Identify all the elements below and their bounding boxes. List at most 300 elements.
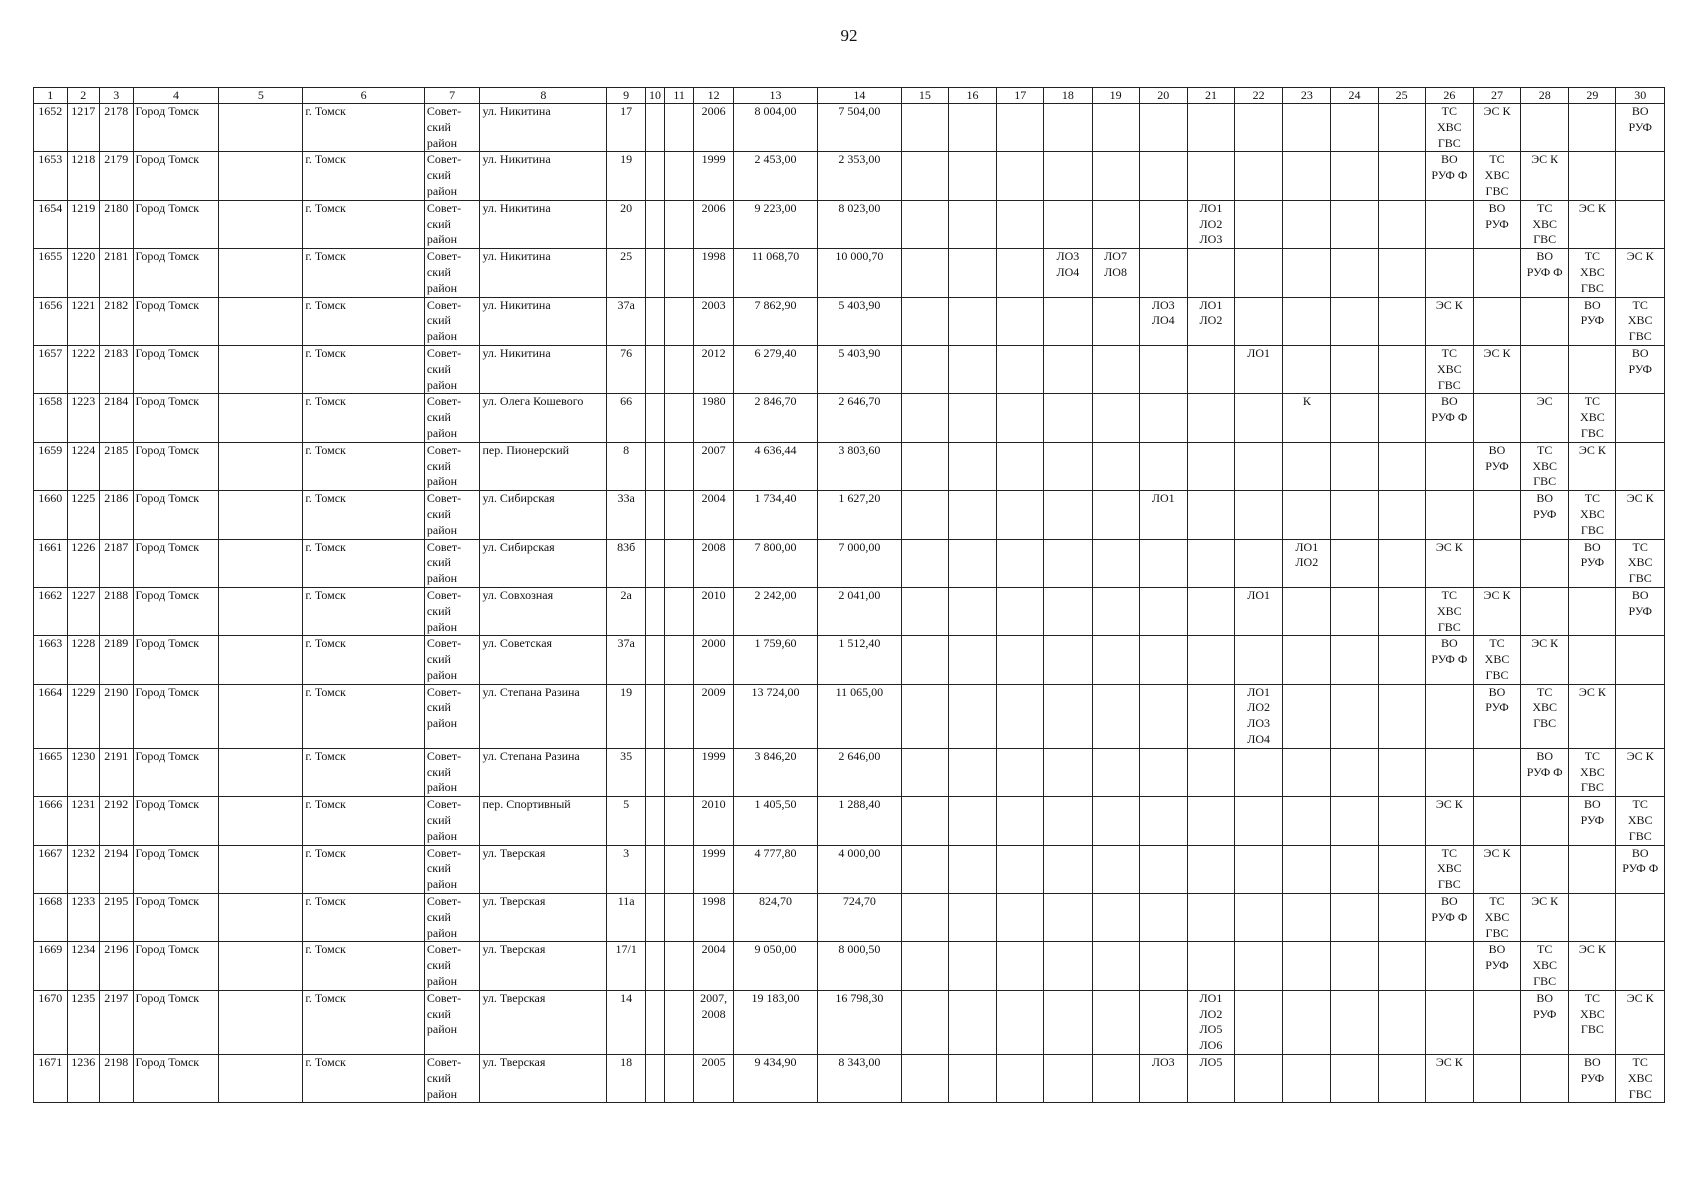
- column-header: 7: [424, 88, 480, 104]
- table-cell: 8: [607, 442, 646, 490]
- table-cell: 2006: [694, 104, 734, 152]
- table-cell: Город Томск: [133, 748, 219, 796]
- table-cell: ул. Совхозная: [480, 587, 607, 635]
- table-cell: [1378, 345, 1425, 393]
- table-cell: [1092, 345, 1139, 393]
- table-cell: пер. Спортивный: [480, 797, 607, 845]
- column-header: 19: [1092, 88, 1139, 104]
- table-cell: [1139, 539, 1187, 587]
- table-cell: [1283, 942, 1331, 990]
- table-cell: [997, 845, 1044, 893]
- table-cell: 35: [607, 748, 646, 796]
- table-cell: ЭС К: [1425, 797, 1473, 845]
- table-cell: [664, 152, 693, 200]
- table-cell: 2 846,70: [734, 394, 818, 442]
- table-cell: [1139, 748, 1187, 796]
- table-cell: ТС ХВС ГВС: [1569, 394, 1616, 442]
- table-cell: [1283, 845, 1331, 893]
- table-cell: [1139, 684, 1187, 748]
- column-header: 30: [1616, 88, 1665, 104]
- table-cell: ул. Никитина: [480, 249, 607, 297]
- table-cell: ЛО5: [1187, 1055, 1234, 1103]
- table-cell: [1187, 249, 1234, 297]
- table-cell: [1283, 297, 1331, 345]
- table-cell: [646, 152, 665, 200]
- table-cell: [1378, 104, 1425, 152]
- table-cell: [1235, 491, 1283, 539]
- table-row: [34, 152, 1665, 200]
- table-cell: [1283, 249, 1331, 297]
- table-cell: 2 646,70: [817, 394, 901, 442]
- table-cell: [219, 684, 303, 748]
- table-cell: [664, 394, 693, 442]
- table-cell: 2 646,00: [817, 748, 901, 796]
- table-cell: [1378, 1055, 1425, 1103]
- table-cell: ЛО1 ЛО2: [1187, 297, 1234, 345]
- table-cell: Совет- ский район: [424, 442, 480, 490]
- table-cell: 2а: [607, 587, 646, 635]
- table-cell: [1092, 684, 1139, 748]
- table-cell: г. Томск: [303, 152, 425, 200]
- table-cell: ул. Тверская: [480, 1055, 607, 1103]
- table-cell: г. Томск: [303, 200, 425, 248]
- table-cell: [1473, 491, 1520, 539]
- table-cell: [664, 345, 693, 393]
- table-cell: [997, 345, 1044, 393]
- table-cell: 2010: [694, 587, 734, 635]
- table-cell: [1331, 539, 1378, 587]
- table-cell: [997, 152, 1044, 200]
- table-cell: [1139, 345, 1187, 393]
- table-cell: ВО РУФ Ф: [1425, 636, 1473, 684]
- table-cell: 2009: [694, 684, 734, 748]
- table-cell: 1999: [694, 748, 734, 796]
- table-cell: [219, 345, 303, 393]
- table-cell: [1139, 990, 1187, 1054]
- table-cell: [1331, 152, 1378, 200]
- table-cell: ТС ХВС ГВС: [1569, 748, 1616, 796]
- table-cell: Совет- ский район: [424, 152, 480, 200]
- table-cell: [1139, 394, 1187, 442]
- table-cell: [1283, 104, 1331, 152]
- table-cell: [1616, 894, 1665, 942]
- column-header: 23: [1283, 88, 1331, 104]
- table-cell: ВО РУФ: [1616, 587, 1665, 635]
- table-cell: ул. Тверская: [480, 942, 607, 990]
- table-cell: ЭС К: [1473, 104, 1520, 152]
- table-cell: ЭС К: [1616, 491, 1665, 539]
- table-cell: [1331, 845, 1378, 893]
- table-cell: [646, 636, 665, 684]
- table-cell: г. Томск: [303, 297, 425, 345]
- table-cell: [664, 104, 693, 152]
- table-cell: ВО РУФ: [1616, 345, 1665, 393]
- table-cell: г. Томск: [303, 442, 425, 490]
- table-cell: [664, 200, 693, 248]
- table-cell: ЭС К: [1425, 297, 1473, 345]
- table-cell: [1139, 249, 1187, 297]
- table-cell: 11 068,70: [734, 249, 818, 297]
- table-cell: [1378, 249, 1425, 297]
- table-cell: [1378, 845, 1425, 893]
- table-cell: [1235, 152, 1283, 200]
- table-cell: [1331, 345, 1378, 393]
- column-header: 22: [1235, 88, 1283, 104]
- table-cell: 2194: [100, 845, 134, 893]
- table-cell: [901, 442, 948, 490]
- table-cell: ВО РУФ Ф: [1425, 894, 1473, 942]
- table-cell: 3 846,20: [734, 748, 818, 796]
- table-cell: 1235: [67, 990, 99, 1054]
- table-cell: [1235, 200, 1283, 248]
- table-cell: [1378, 394, 1425, 442]
- table-cell: [1092, 748, 1139, 796]
- table-cell: [1235, 442, 1283, 490]
- table-cell: 1668: [34, 894, 68, 942]
- table-cell: ТС ХВС ГВС: [1425, 345, 1473, 393]
- table-cell: [1044, 894, 1092, 942]
- table-cell: [901, 297, 948, 345]
- table-cell: [1331, 684, 1378, 748]
- table-cell: [1425, 990, 1473, 1054]
- table-cell: [1044, 845, 1092, 893]
- table-cell: [1092, 152, 1139, 200]
- table-cell: [219, 491, 303, 539]
- table-cell: [1283, 1055, 1331, 1103]
- table-cell: [1283, 442, 1331, 490]
- table-cell: Город Томск: [133, 539, 219, 587]
- table-cell: [1044, 797, 1092, 845]
- table-cell: 1667: [34, 845, 68, 893]
- table-cell: [219, 894, 303, 942]
- table-cell: ул. Сибирская: [480, 539, 607, 587]
- table-cell: Город Томск: [133, 442, 219, 490]
- table-cell: [1235, 104, 1283, 152]
- table-cell: [997, 684, 1044, 748]
- table-cell: Город Томск: [133, 249, 219, 297]
- table-cell: ул. Никитина: [480, 200, 607, 248]
- table-cell: ЭС К: [1616, 990, 1665, 1054]
- table-cell: 1998: [694, 249, 734, 297]
- table-cell: Совет- ский район: [424, 297, 480, 345]
- table-cell: ТС ХВС ГВС: [1569, 491, 1616, 539]
- table-cell: 2012: [694, 345, 734, 393]
- table-cell: ул. Олега Кошевого: [480, 394, 607, 442]
- table-cell: [997, 394, 1044, 442]
- table-cell: [1092, 797, 1139, 845]
- table-cell: ТС ХВС ГВС: [1425, 845, 1473, 893]
- table-cell: [1331, 636, 1378, 684]
- table-row: [34, 442, 1665, 490]
- table-cell: [901, 587, 948, 635]
- table-cell: [901, 539, 948, 587]
- table-cell: [664, 942, 693, 990]
- table-cell: 7 862,90: [734, 297, 818, 345]
- table-cell: 724,70: [817, 894, 901, 942]
- column-header: 25: [1378, 88, 1425, 104]
- table-cell: [1616, 394, 1665, 442]
- table-cell: 2189: [100, 636, 134, 684]
- table-cell: Город Томск: [133, 845, 219, 893]
- table-row: [34, 587, 1665, 635]
- table-cell: ТС ХВС ГВС: [1569, 249, 1616, 297]
- table-cell: 4 777,80: [734, 845, 818, 893]
- table-cell: [1187, 345, 1234, 393]
- column-header: 8: [480, 88, 607, 104]
- table-cell: [1378, 297, 1425, 345]
- table-cell: ЭС К: [1616, 249, 1665, 297]
- table-row: [34, 1055, 1665, 1103]
- table-cell: 8 000,50: [817, 942, 901, 990]
- table-cell: [1139, 442, 1187, 490]
- table-cell: [1378, 539, 1425, 587]
- table-cell: 1660: [34, 491, 68, 539]
- table-cell: 2 242,00: [734, 587, 818, 635]
- table-cell: 1219: [67, 200, 99, 248]
- table-cell: [1283, 684, 1331, 748]
- table-cell: г. Томск: [303, 345, 425, 393]
- table-cell: ЭС К: [1473, 345, 1520, 393]
- table-cell: ВО РУФ: [1473, 942, 1520, 990]
- table-cell: 1 512,40: [817, 636, 901, 684]
- table-cell: ТС ХВС ГВС: [1521, 442, 1569, 490]
- table-cell: 6 279,40: [734, 345, 818, 393]
- table-cell: 2195: [100, 894, 134, 942]
- table-cell: 2008: [694, 539, 734, 587]
- table-cell: [948, 845, 996, 893]
- table-cell: 1671: [34, 1055, 68, 1103]
- table-cell: Совет- ский район: [424, 104, 480, 152]
- table-cell: [646, 748, 665, 796]
- table-cell: [1521, 797, 1569, 845]
- table-cell: 1225: [67, 491, 99, 539]
- table-cell: [664, 1055, 693, 1103]
- table-cell: [219, 636, 303, 684]
- table-cell: 1230: [67, 748, 99, 796]
- table-cell: [1569, 345, 1616, 393]
- table-cell: [1569, 104, 1616, 152]
- table-cell: [646, 539, 665, 587]
- table-cell: ЛО7 ЛО8: [1092, 249, 1139, 297]
- table-cell: 2184: [100, 394, 134, 442]
- table-cell: [1521, 845, 1569, 893]
- table-cell: 2 041,00: [817, 587, 901, 635]
- table-cell: 2004: [694, 491, 734, 539]
- table-cell: 1653: [34, 152, 68, 200]
- table-cell: 19: [607, 152, 646, 200]
- table-cell: 20: [607, 200, 646, 248]
- table-cell: [646, 894, 665, 942]
- table-cell: [1616, 684, 1665, 748]
- table-cell: ВО РУФ: [1473, 684, 1520, 748]
- table-cell: [646, 942, 665, 990]
- table-cell: [1092, 442, 1139, 490]
- column-header: 6: [303, 88, 425, 104]
- table-cell: [1331, 491, 1378, 539]
- table-cell: [1092, 845, 1139, 893]
- table-cell: [646, 442, 665, 490]
- table-cell: [219, 539, 303, 587]
- table-cell: г. Томск: [303, 587, 425, 635]
- table-cell: [1425, 684, 1473, 748]
- table-cell: 1666: [34, 797, 68, 845]
- table-cell: 33а: [607, 491, 646, 539]
- table-row: [34, 394, 1665, 442]
- table-cell: пер. Пионерский: [480, 442, 607, 490]
- table-cell: ВО РУФ: [1473, 442, 1520, 490]
- table-cell: ЛО3 ЛО4: [1139, 297, 1187, 345]
- table-cell: 1224: [67, 442, 99, 490]
- table-cell: [1187, 797, 1234, 845]
- column-number-row: [34, 88, 1665, 104]
- table-cell: [1187, 491, 1234, 539]
- table-cell: [1044, 394, 1092, 442]
- table-cell: 2188: [100, 587, 134, 635]
- table-cell: [901, 684, 948, 748]
- table-cell: Совет- ский район: [424, 942, 480, 990]
- table-cell: ЛО1 ЛО2: [1283, 539, 1331, 587]
- table-cell: [1331, 894, 1378, 942]
- table-cell: [1378, 942, 1425, 990]
- table-cell: ВО РУФ Ф: [1616, 845, 1665, 893]
- table-cell: 14: [607, 990, 646, 1054]
- table-cell: [219, 249, 303, 297]
- table-cell: 66: [607, 394, 646, 442]
- table-cell: ЭС К: [1616, 748, 1665, 796]
- table-cell: 2198: [100, 1055, 134, 1103]
- column-header: 29: [1569, 88, 1616, 104]
- table-cell: [901, 797, 948, 845]
- table-cell: ТС ХВС ГВС: [1425, 104, 1473, 152]
- table-cell: [948, 1055, 996, 1103]
- table-cell: 1218: [67, 152, 99, 200]
- table-cell: [1473, 748, 1520, 796]
- column-header: 2: [67, 88, 99, 104]
- table-cell: ЛО1 ЛО2 ЛО3 ЛО4: [1235, 684, 1283, 748]
- table-cell: 1999: [694, 152, 734, 200]
- column-header: 13: [734, 88, 818, 104]
- table-cell: [1331, 1055, 1378, 1103]
- table-cell: 2185: [100, 442, 134, 490]
- table-cell: [948, 894, 996, 942]
- table-cell: [1235, 748, 1283, 796]
- table-cell: [1331, 990, 1378, 1054]
- table-cell: [1283, 345, 1331, 393]
- table-cell: Совет- ский район: [424, 249, 480, 297]
- table-cell: г. Томск: [303, 394, 425, 442]
- table-cell: [1616, 200, 1665, 248]
- table-cell: Совет- ский район: [424, 587, 480, 635]
- table-cell: [1187, 636, 1234, 684]
- table-cell: [1283, 491, 1331, 539]
- table-row: [34, 345, 1665, 393]
- table-cell: 1232: [67, 845, 99, 893]
- table-row: [34, 249, 1665, 297]
- table-cell: [664, 587, 693, 635]
- table-cell: ул. Советская: [480, 636, 607, 684]
- table-cell: [948, 442, 996, 490]
- table-cell: 17/1: [607, 942, 646, 990]
- table-cell: [997, 442, 1044, 490]
- table-cell: [1044, 491, 1092, 539]
- table-cell: Совет- ский район: [424, 748, 480, 796]
- table-cell: [1425, 200, 1473, 248]
- table-cell: 7 000,00: [817, 539, 901, 587]
- table-cell: ул. Тверская: [480, 845, 607, 893]
- table-cell: 18: [607, 1055, 646, 1103]
- table-cell: Город Томск: [133, 684, 219, 748]
- table-cell: ВО РУФ Ф: [1521, 249, 1569, 297]
- table-cell: [1092, 200, 1139, 248]
- table-cell: [1378, 491, 1425, 539]
- table-cell: Город Томск: [133, 152, 219, 200]
- table-cell: [901, 990, 948, 1054]
- table-cell: 1661: [34, 539, 68, 587]
- table-cell: ВО РУФ Ф: [1425, 152, 1473, 200]
- table-cell: [997, 748, 1044, 796]
- table-cell: [646, 249, 665, 297]
- table-cell: Город Томск: [133, 1055, 219, 1103]
- table-cell: [1092, 990, 1139, 1054]
- table-cell: ЭС К: [1569, 442, 1616, 490]
- table-cell: ЭС К: [1521, 152, 1569, 200]
- table-cell: г. Томск: [303, 845, 425, 893]
- table-row: [34, 636, 1665, 684]
- table-cell: [948, 345, 996, 393]
- table-cell: 3 803,60: [817, 442, 901, 490]
- table-cell: [1425, 748, 1473, 796]
- table-cell: [1378, 748, 1425, 796]
- table-cell: [1235, 942, 1283, 990]
- table-cell: [997, 894, 1044, 942]
- table-cell: [901, 104, 948, 152]
- table-cell: [1044, 684, 1092, 748]
- table-cell: ВО РУФ: [1473, 200, 1520, 248]
- table-cell: Город Томск: [133, 894, 219, 942]
- table-cell: [1569, 587, 1616, 635]
- table-cell: [1331, 104, 1378, 152]
- table-cell: 9 223,00: [734, 200, 818, 248]
- table-cell: ул. Никитина: [480, 297, 607, 345]
- table-cell: 1 288,40: [817, 797, 901, 845]
- table-cell: 1 759,60: [734, 636, 818, 684]
- table-cell: г. Томск: [303, 539, 425, 587]
- table-cell: [1092, 942, 1139, 990]
- table-cell: 5 403,90: [817, 345, 901, 393]
- table-cell: [1378, 587, 1425, 635]
- table-cell: Город Томск: [133, 587, 219, 635]
- column-header: 14: [817, 88, 901, 104]
- column-header: 24: [1331, 88, 1378, 104]
- column-header: 5: [219, 88, 303, 104]
- table-cell: г. Томск: [303, 748, 425, 796]
- table-row: [34, 748, 1665, 796]
- table-cell: [1616, 942, 1665, 990]
- table-cell: [1187, 104, 1234, 152]
- table-cell: 1664: [34, 684, 68, 748]
- table-cell: [1235, 249, 1283, 297]
- table-cell: [1139, 587, 1187, 635]
- table-cell: [219, 845, 303, 893]
- table-cell: 7 800,00: [734, 539, 818, 587]
- table-cell: ЭС К: [1569, 200, 1616, 248]
- column-header: 11: [664, 88, 693, 104]
- table-cell: 2197: [100, 990, 134, 1054]
- table-cell: ВО РУФ Ф: [1521, 748, 1569, 796]
- table-cell: [1569, 845, 1616, 893]
- table-cell: [1044, 942, 1092, 990]
- table-cell: 11 065,00: [817, 684, 901, 748]
